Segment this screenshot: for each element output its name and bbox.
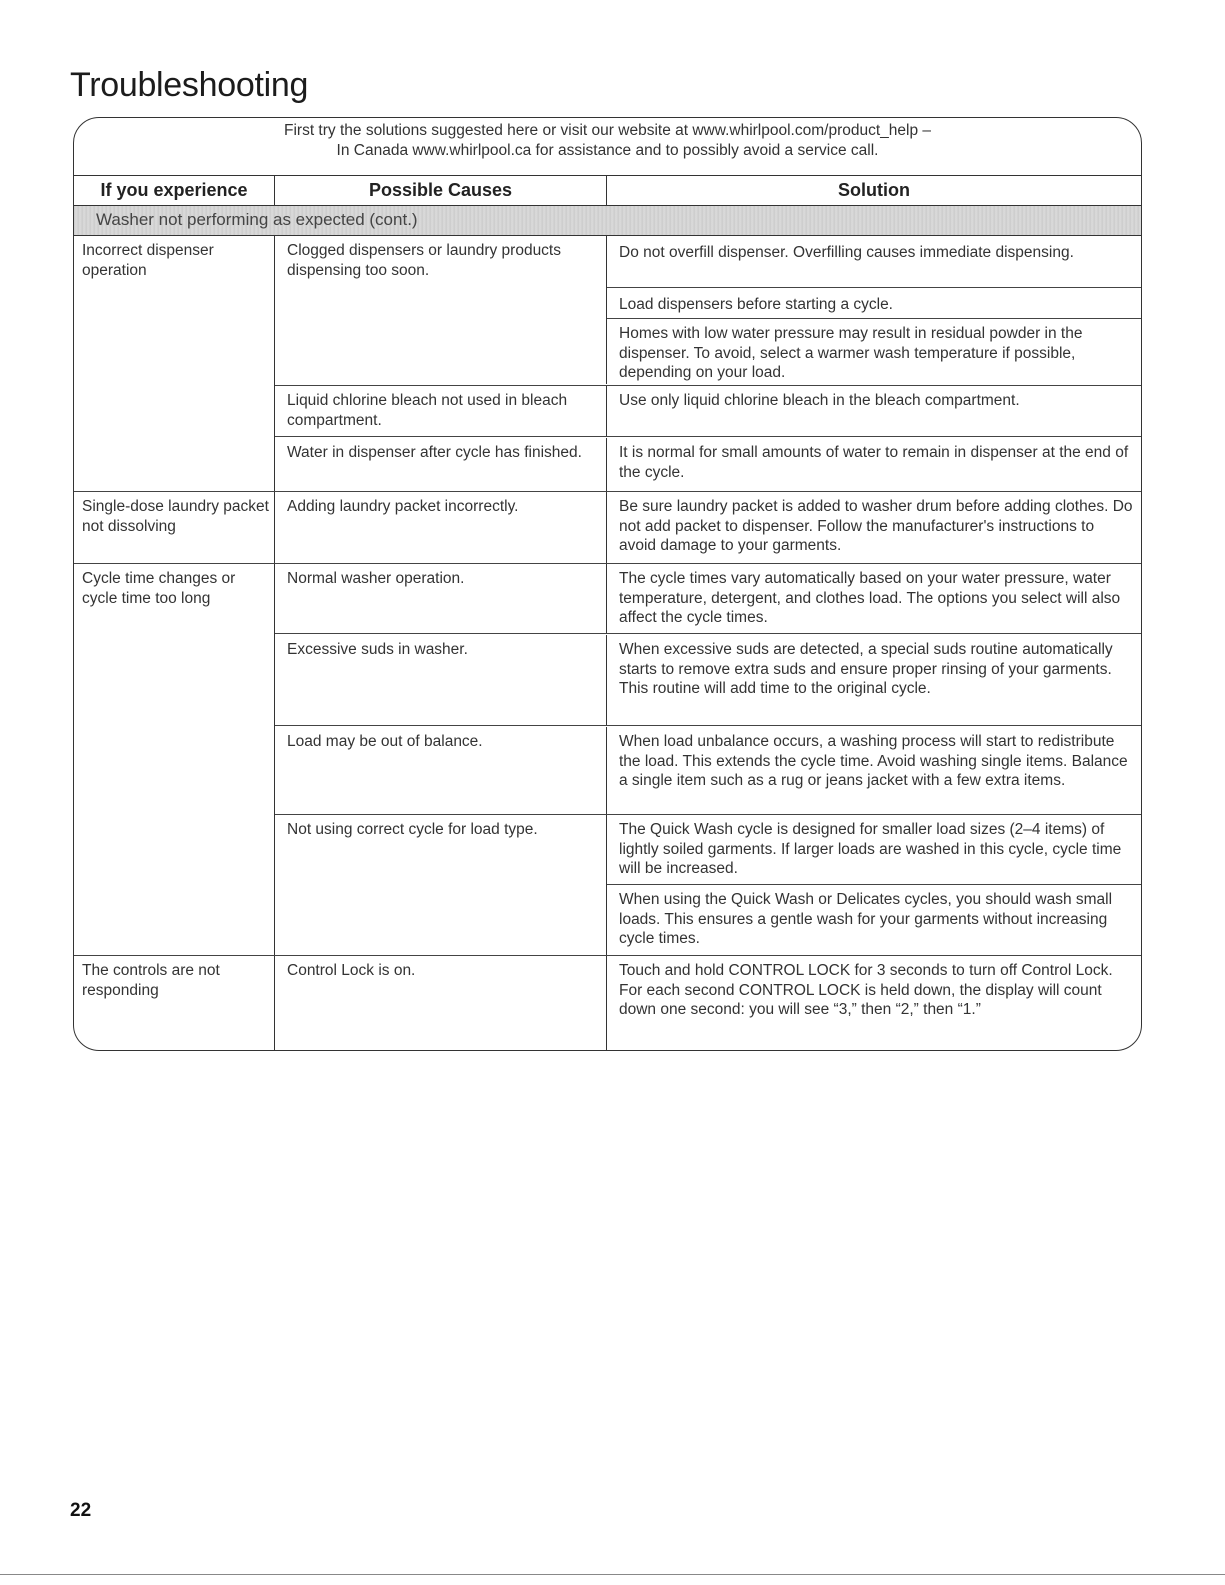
cause-cell: Adding laundry packet incorrectly. — [275, 492, 607, 563]
solution-cell: When excessive suds are detected, a special suds routine automatically starts to remove extra suds and ensure proper rinsing of your garments. This routine will add time to the original cycle. — [619, 641, 1113, 697]
solution-cell: The Quick Wash cycle is designed for smaller load sizes (2–4 items) of lightly soiled garments. If larger loads are washed in this cycle, cycle time will be increased. — [619, 821, 1122, 877]
cause-cell: Not using correct cycle for load type. — [275, 815, 607, 955]
solution-cell: Homes with low water pressure may result in residual powder in the dispenser. To avoid, select a warmer wash temperature if possible, depending on your load. — [619, 325, 1083, 381]
cause-cell: Control Lock is on. — [275, 956, 607, 1051]
solution-cell: Load dispensers before starting a cycle. — [619, 296, 893, 313]
solution-cell: The cycle times vary automatically based on your water pressure, water temperature, detergent, and clothes load. The options you select will also affect the cycle times. — [619, 570, 1121, 626]
solution-cell: Do not overfill dispenser. Overfilling causes immediate dispensing. — [619, 244, 1074, 261]
cause-cell: Excessive suds in washer. — [275, 635, 607, 725]
row-divider — [607, 287, 1141, 288]
section-heading: Washer not performing as expected (cont.) — [74, 206, 1141, 236]
intro-text — [74, 121, 1141, 161]
solution-cell: It is normal for small amounts of water to remain in dispenser at the end of the cycle. — [619, 444, 1129, 481]
row-divider — [275, 633, 1141, 634]
cause-cell: Water in dispenser after cycle has finished. — [275, 438, 607, 491]
troubleshooting-table — [73, 117, 1142, 1051]
experience-cell: Incorrect dispenser operation — [74, 236, 275, 491]
page-number: 22 — [70, 1500, 92, 1521]
cause-cell: Normal washer operation. — [275, 564, 607, 634]
header-experience: If you experience — [74, 175, 275, 206]
solution-cell: When load unbalance occurs, a washing process will start to redistribute the load. This extends the cycle time. Avoid washing single items. Balance a single item such as a rug or jeans jacket with a few extra items. — [619, 733, 1128, 789]
solution-cell: When using the Quick Wash or Delicates cycles, you should wash small loads. This ensures a gentle wash for your garments without increasing cycle times. — [619, 891, 1113, 947]
solution-cell: Touch and hold CONTROL LOCK for 3 seconds to turn off Control Lock. For each second CONTROL LOCK is held down, the display will count down one second: you will see “3,” then “2,” then “1.” — [619, 962, 1113, 1018]
cause-cell: Load may be out of balance. — [275, 727, 607, 814]
page-title: Troubleshooting — [70, 66, 309, 104]
header-causes: Possible Causes — [275, 175, 607, 206]
scan-edge-line — [0, 1574, 1225, 1575]
experience-cell: The controls are not responding — [74, 956, 275, 1051]
cause-cell: Liquid chlorine bleach not used in bleach compartment. — [275, 386, 607, 436]
experience-cell: Single-dose laundry packet not dissolving — [74, 492, 275, 563]
cause-cell: Clogged dispensers or laundry products dispensing too soon. — [275, 236, 607, 384]
intro-line-1: First try the solutions suggested here or visit our website at www.whirlpool.com/product_help – — [284, 122, 931, 139]
experience-cell: Cycle time changes or cycle time too long — [74, 564, 275, 955]
header-solution: Solution — [607, 175, 1141, 206]
intro-line-2: In Canada www.whirlpool.ca for assistance and to possibly avoid a service call. — [336, 142, 879, 159]
solution-cell: Be sure laundry packet is added to washer drum before adding clothes. Do not add packet to dispenser. Follow the manufacturer's instructions to avoid damage to your garments. — [619, 498, 1133, 554]
row-divider — [275, 436, 1141, 437]
solution-cell: Use only liquid chlorine bleach in the bleach compartment. — [619, 392, 1020, 409]
row-divider — [275, 725, 1141, 726]
